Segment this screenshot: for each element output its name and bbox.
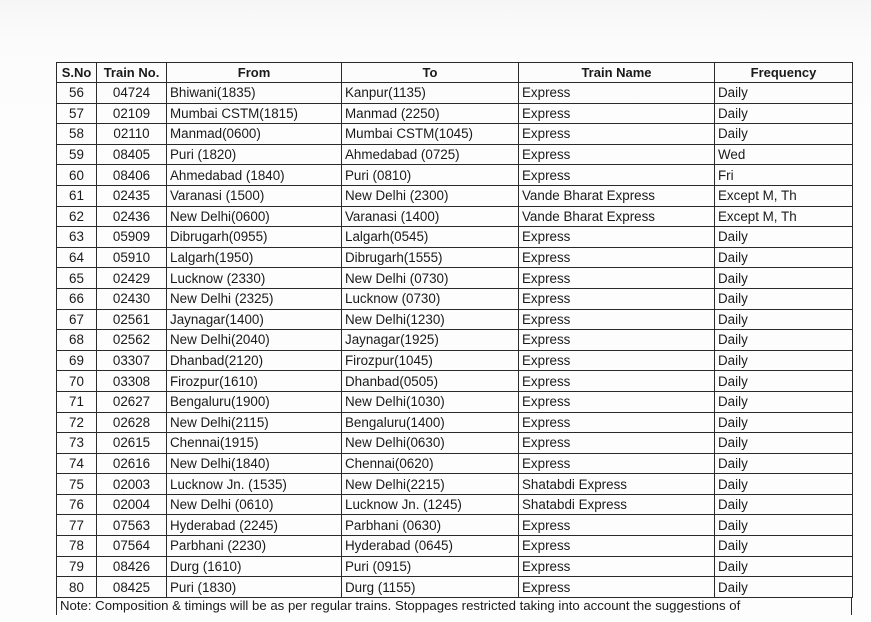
cell-train-name: Express xyxy=(519,124,715,145)
table-row xyxy=(57,350,853,371)
cell-frequency: Except M, Th xyxy=(715,185,853,206)
cell-sno: 76 xyxy=(57,494,97,515)
cell-frequency: Daily xyxy=(715,288,853,309)
cell-frequency: Daily xyxy=(715,124,853,145)
table-row xyxy=(57,144,853,165)
cell-to: New Delhi(1230) xyxy=(342,309,519,330)
cell-to: Kanpur(1135) xyxy=(342,83,519,104)
table-row xyxy=(57,577,853,598)
cell-train-name: Express xyxy=(519,515,715,536)
table-row xyxy=(57,391,853,412)
cell-frequency: Daily xyxy=(715,556,853,577)
cell-to: New Delhi(0630) xyxy=(342,433,519,454)
table-row xyxy=(57,474,853,495)
table-row xyxy=(57,309,853,330)
cell-from: Dhanbad(2120) xyxy=(167,350,342,371)
table-row xyxy=(57,330,853,351)
cell-to: Dhanbad(0505) xyxy=(342,371,519,392)
cell-train-name: Express xyxy=(519,577,715,598)
cell-sno: 66 xyxy=(57,288,97,309)
cell-to: Parbhani (0630) xyxy=(342,515,519,536)
cell-from: Hyderabad (2245) xyxy=(167,515,342,536)
table-row xyxy=(57,288,853,309)
cell-sno: 73 xyxy=(57,433,97,454)
cell-to: Dibrugarh(1555) xyxy=(342,247,519,268)
cell-train-name: Express xyxy=(519,453,715,474)
cell-sno: 65 xyxy=(57,268,97,289)
cell-train-no: 05910 xyxy=(97,247,167,268)
train-schedule-table xyxy=(56,62,853,598)
cell-train-no: 02110 xyxy=(97,124,167,145)
cell-train-name: Express xyxy=(519,288,715,309)
cell-to: Chennai(0620) xyxy=(342,453,519,474)
cell-to: Manmad (2250) xyxy=(342,103,519,124)
cell-sno: 59 xyxy=(57,144,97,165)
cell-from: Jaynagar(1400) xyxy=(167,309,342,330)
cell-train-no: 07564 xyxy=(97,536,167,557)
cell-to: Bengaluru(1400) xyxy=(342,412,519,433)
header-train-name: Train Name xyxy=(519,63,715,83)
cell-train-no: 02004 xyxy=(97,494,167,515)
cell-to: New Delhi (2300) xyxy=(342,185,519,206)
cell-frequency: Daily xyxy=(715,83,853,104)
cell-to: Puri (0810) xyxy=(342,165,519,186)
header-frequency: Frequency xyxy=(715,63,853,83)
cell-train-no: 08405 xyxy=(97,144,167,165)
cell-train-no: 02430 xyxy=(97,288,167,309)
cell-train-name: Vande Bharat Express xyxy=(519,206,715,227)
cell-to: Jaynagar(1925) xyxy=(342,330,519,351)
cell-sno: 72 xyxy=(57,412,97,433)
table-row xyxy=(57,371,853,392)
cell-train-no: 02627 xyxy=(97,391,167,412)
cell-frequency: Daily xyxy=(715,391,853,412)
table-row xyxy=(57,412,853,433)
cell-train-name: Express xyxy=(519,247,715,268)
cell-from: Parbhani (2230) xyxy=(167,536,342,557)
cell-train-name: Express xyxy=(519,391,715,412)
cell-train-no: 02435 xyxy=(97,185,167,206)
cell-train-name: Express xyxy=(519,268,715,289)
cell-train-no: 02109 xyxy=(97,103,167,124)
cell-train-name: Shatabdi Express xyxy=(519,474,715,495)
cell-to: Hyderabad (0645) xyxy=(342,536,519,557)
cell-train-name: Express xyxy=(519,83,715,104)
table-row xyxy=(57,83,853,104)
cell-from: New Delhi(2115) xyxy=(167,412,342,433)
cell-to: Firozpur(1045) xyxy=(342,350,519,371)
table-row xyxy=(57,494,853,515)
cell-to: Mumbai CSTM(1045) xyxy=(342,124,519,145)
cell-from: Puri (1820) xyxy=(167,144,342,165)
cell-sno: 77 xyxy=(57,515,97,536)
cell-to: Puri (0915) xyxy=(342,556,519,577)
cell-sno: 69 xyxy=(57,350,97,371)
cell-train-no: 02616 xyxy=(97,453,167,474)
cell-frequency: Daily xyxy=(715,330,853,351)
cell-train-name: Express xyxy=(519,144,715,165)
table-header-row xyxy=(57,63,853,83)
cell-from: Chennai(1915) xyxy=(167,433,342,454)
cell-from: Puri (1830) xyxy=(167,577,342,598)
cell-sno: 68 xyxy=(57,330,97,351)
cell-frequency: Except M, Th xyxy=(715,206,853,227)
cell-frequency: Daily xyxy=(715,103,853,124)
cell-sno: 78 xyxy=(57,536,97,557)
table-row xyxy=(57,206,853,227)
cell-to: Ahmedabad (0725) xyxy=(342,144,519,165)
cell-train-no: 02628 xyxy=(97,412,167,433)
cell-frequency: Daily xyxy=(715,494,853,515)
cell-from: Mumbai CSTM(1815) xyxy=(167,103,342,124)
table-row xyxy=(57,453,853,474)
cell-frequency: Daily xyxy=(715,474,853,495)
cell-from: Ahmedabad (1840) xyxy=(167,165,342,186)
cell-from: Firozpur(1610) xyxy=(167,371,342,392)
cell-frequency: Daily xyxy=(715,247,853,268)
cell-sno: 64 xyxy=(57,247,97,268)
cell-from: Bhiwani(1835) xyxy=(167,83,342,104)
table-row xyxy=(57,185,853,206)
cell-train-name: Express xyxy=(519,371,715,392)
cell-from: Lucknow (2330) xyxy=(167,268,342,289)
cell-from: Bengaluru(1900) xyxy=(167,391,342,412)
table-row xyxy=(57,103,853,124)
cell-train-no: 08425 xyxy=(97,577,167,598)
cell-sno: 74 xyxy=(57,453,97,474)
cell-train-no: 02429 xyxy=(97,268,167,289)
cell-train-name: Express xyxy=(519,309,715,330)
table-row xyxy=(57,268,853,289)
cell-train-no: 02562 xyxy=(97,330,167,351)
table-row xyxy=(57,124,853,145)
cell-sno: 63 xyxy=(57,227,97,248)
cell-sno: 56 xyxy=(57,83,97,104)
cell-from: Varanasi (1500) xyxy=(167,185,342,206)
cell-frequency: Daily xyxy=(715,371,853,392)
table-row xyxy=(57,247,853,268)
cell-train-name: Express xyxy=(519,412,715,433)
cell-to: New Delhi (0730) xyxy=(342,268,519,289)
cell-frequency: Daily xyxy=(715,433,853,454)
cell-to: Lalgarh(0545) xyxy=(342,227,519,248)
cell-sno: 60 xyxy=(57,165,97,186)
cell-train-no: 02436 xyxy=(97,206,167,227)
cell-sno: 80 xyxy=(57,577,97,598)
cell-from: New Delhi(2040) xyxy=(167,330,342,351)
cell-train-name: Express xyxy=(519,103,715,124)
cell-to: Durg (1155) xyxy=(342,577,519,598)
cell-train-no: 02561 xyxy=(97,309,167,330)
cell-train-no: 02615 xyxy=(97,433,167,454)
cell-sno: 75 xyxy=(57,474,97,495)
cell-train-name: Express xyxy=(519,433,715,454)
footnote: Note: Composition & timings will be as per regular trains. Stoppages restricted taking into account the suggestions of xyxy=(56,597,852,615)
cell-train-no: 03308 xyxy=(97,371,167,392)
table-row xyxy=(57,165,853,186)
cell-train-no: 08426 xyxy=(97,556,167,577)
cell-frequency: Wed xyxy=(715,144,853,165)
cell-to: Lucknow (0730) xyxy=(342,288,519,309)
cell-train-no: 03307 xyxy=(97,350,167,371)
cell-sno: 67 xyxy=(57,309,97,330)
cell-frequency: Fri xyxy=(715,165,853,186)
cell-sno: 57 xyxy=(57,103,97,124)
table-row xyxy=(57,556,853,577)
cell-frequency: Daily xyxy=(715,412,853,433)
cell-from: New Delhi (0610) xyxy=(167,494,342,515)
cell-train-name: Express xyxy=(519,330,715,351)
cell-train-name: Express xyxy=(519,227,715,248)
header-to: To xyxy=(342,63,519,83)
cell-train-name: Shatabdi Express xyxy=(519,494,715,515)
header-sno: S.No xyxy=(57,63,97,83)
cell-from: Dibrugarh(0955) xyxy=(167,227,342,248)
cell-frequency: Daily xyxy=(715,227,853,248)
table-row xyxy=(57,227,853,248)
cell-train-name: Vande Bharat Express xyxy=(519,185,715,206)
cell-sno: 58 xyxy=(57,124,97,145)
table-row xyxy=(57,433,853,454)
cell-to: New Delhi(2215) xyxy=(342,474,519,495)
cell-frequency: Daily xyxy=(715,309,853,330)
cell-sno: 61 xyxy=(57,185,97,206)
cell-train-name: Express xyxy=(519,350,715,371)
cell-train-no: 05909 xyxy=(97,227,167,248)
cell-train-name: Express xyxy=(519,165,715,186)
cell-from: New Delhi(1840) xyxy=(167,453,342,474)
cell-train-no: 08406 xyxy=(97,165,167,186)
cell-frequency: Daily xyxy=(715,515,853,536)
cell-to: Lucknow Jn. (1245) xyxy=(342,494,519,515)
cell-train-name: Express xyxy=(519,536,715,557)
table-row xyxy=(57,536,853,557)
header-train-no: Train No. xyxy=(97,63,167,83)
cell-to: New Delhi(1030) xyxy=(342,391,519,412)
cell-sno: 79 xyxy=(57,556,97,577)
cell-sno: 71 xyxy=(57,391,97,412)
cell-sno: 62 xyxy=(57,206,97,227)
cell-train-name: Express xyxy=(519,556,715,577)
table-row xyxy=(57,515,853,536)
cell-train-no: 04724 xyxy=(97,83,167,104)
cell-from: Lucknow Jn. (1535) xyxy=(167,474,342,495)
cell-frequency: Daily xyxy=(715,577,853,598)
cell-from: Lalgarh(1950) xyxy=(167,247,342,268)
cell-frequency: Daily xyxy=(715,453,853,474)
header-from: From xyxy=(167,63,342,83)
cell-sno: 70 xyxy=(57,371,97,392)
cell-from: New Delhi(0600) xyxy=(167,206,342,227)
cell-to: Varanasi (1400) xyxy=(342,206,519,227)
cell-train-no: 07563 xyxy=(97,515,167,536)
cell-from: Manmad(0600) xyxy=(167,124,342,145)
cell-from: New Delhi (2325) xyxy=(167,288,342,309)
cell-frequency: Daily xyxy=(715,350,853,371)
cell-from: Durg (1610) xyxy=(167,556,342,577)
cell-train-no: 02003 xyxy=(97,474,167,495)
cell-frequency: Daily xyxy=(715,536,853,557)
cell-frequency: Daily xyxy=(715,268,853,289)
